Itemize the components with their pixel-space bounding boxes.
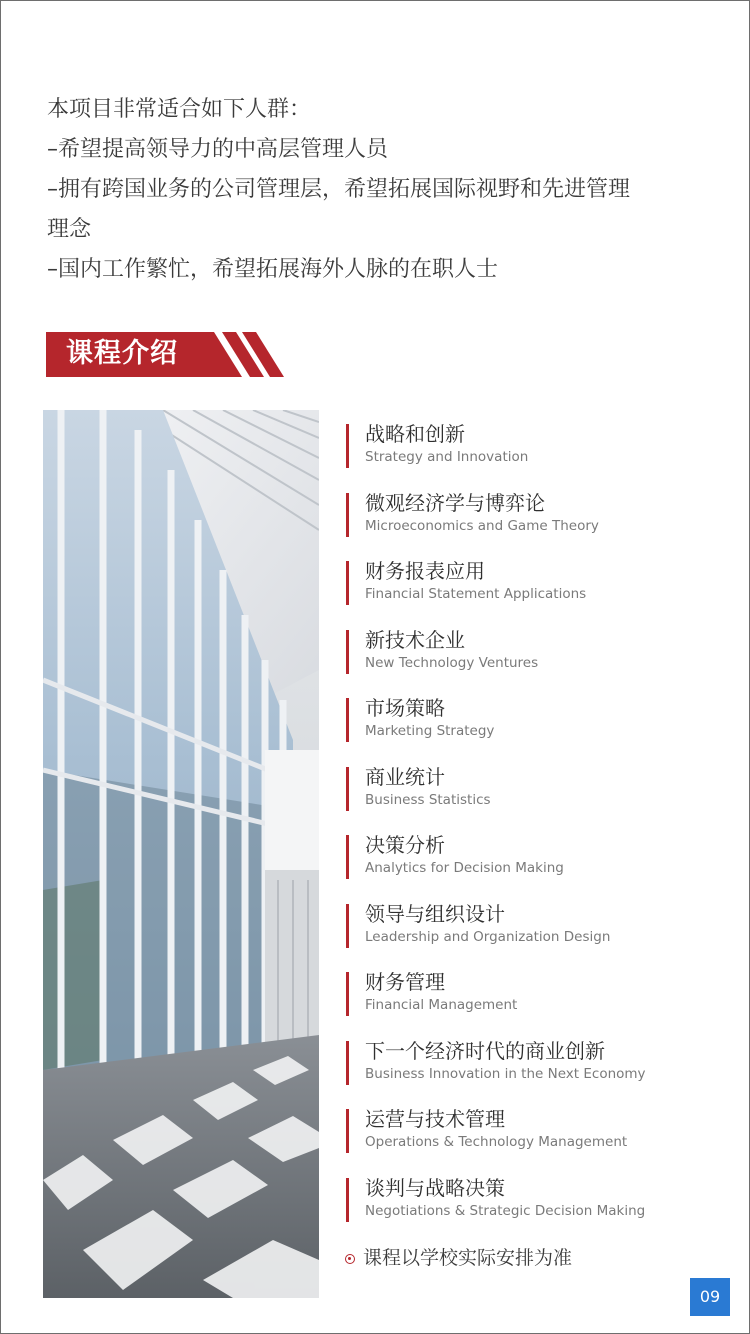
course-item — [346, 900, 726, 969]
course-accent-bar — [346, 493, 349, 537]
course-title-en: New Technology Ventures — [365, 654, 539, 671]
course-item — [346, 763, 726, 832]
course-accent-bar — [346, 767, 349, 811]
course-title-en: Business Statistics — [365, 791, 491, 808]
audience-item: –国内工作繁忙，希望拓展海外人脉的在职人士 — [47, 257, 499, 282]
course-title-en: Strategy and Innovation — [365, 449, 529, 465]
course-list — [346, 420, 726, 1242]
course-title-cn: 领导与组织设计 — [365, 901, 505, 926]
course-item — [346, 1105, 726, 1174]
course-title-cn: 新技术企业 — [365, 627, 465, 652]
course-accent-bar — [346, 630, 349, 674]
audience-item: –希望提高领导力的中高层管理人员 — [47, 137, 389, 162]
course-title-en: Financial Statement Applications — [365, 586, 587, 602]
course-item — [346, 489, 726, 558]
course-accent-bar — [346, 424, 349, 468]
circled-dot-icon — [345, 1254, 355, 1264]
course-title-cn: 战略和创新 — [365, 422, 465, 446]
course-item — [346, 420, 726, 489]
course-title-cn: 财务报表应用 — [365, 559, 485, 583]
course-title-cn: 决策分析 — [365, 833, 445, 857]
course-title-cn: 商业统计 — [365, 764, 445, 789]
page-number-badge: 09 — [690, 1278, 730, 1316]
course-title-en: Marketing Strategy — [365, 723, 495, 739]
course-item — [346, 557, 726, 626]
course-title-en: Negotiations & Strategic Decision Making — [365, 1202, 646, 1219]
course-title-cn: 财务管理 — [365, 970, 445, 994]
course-accent-bar — [346, 1109, 349, 1153]
course-accent-bar — [346, 1041, 349, 1085]
audience-intro: 本项目非常适合如下人群： — [47, 97, 312, 122]
schedule-note — [345, 1244, 572, 1272]
audience-item: –拥有跨国业务的公司管理层，希望拓展国际视野和先进管理 — [47, 177, 631, 202]
course-title-cn: 市场策略 — [365, 696, 445, 720]
course-item — [346, 694, 726, 763]
course-item — [346, 1174, 726, 1243]
course-accent-bar — [346, 698, 349, 742]
course-title-en: Business Innovation in the Next Economy — [365, 1065, 646, 1082]
section-title: 课程介绍 — [66, 338, 178, 369]
course-item — [346, 968, 726, 1037]
course-intro-heading — [46, 332, 286, 377]
course-title-cn: 运营与技术管理 — [365, 1107, 505, 1131]
course-item — [346, 626, 726, 695]
course-accent-bar — [346, 1178, 349, 1222]
course-accent-bar — [346, 835, 349, 879]
course-accent-bar — [346, 972, 349, 1016]
course-accent-bar — [346, 904, 349, 948]
course-accent-bar — [346, 561, 349, 605]
course-title-cn: 谈判与战略决策 — [365, 1175, 505, 1200]
audience-item-continuation: 理念 — [47, 217, 92, 242]
course-title-en: Microeconomics and Game Theory — [365, 517, 599, 534]
target-audience-block — [47, 90, 697, 290]
schedule-note-text: 课程以学校实际安排为准 — [363, 1247, 573, 1269]
course-title-en: Analytics for Decision Making — [365, 860, 564, 876]
building-atrium-photo — [43, 410, 319, 1298]
course-title-cn: 下一个经济时代的商业创新 — [365, 1038, 605, 1063]
course-item — [346, 831, 726, 900]
course-title-cn: 微观经济学与博弈论 — [365, 490, 545, 515]
atrium-photo-graphic — [43, 410, 319, 1298]
course-title-en: Operations & Technology Management — [365, 1134, 628, 1150]
course-item — [346, 1037, 726, 1106]
course-title-en: Financial Management — [365, 997, 518, 1013]
course-title-en: Leadership and Organization Design — [365, 928, 611, 945]
